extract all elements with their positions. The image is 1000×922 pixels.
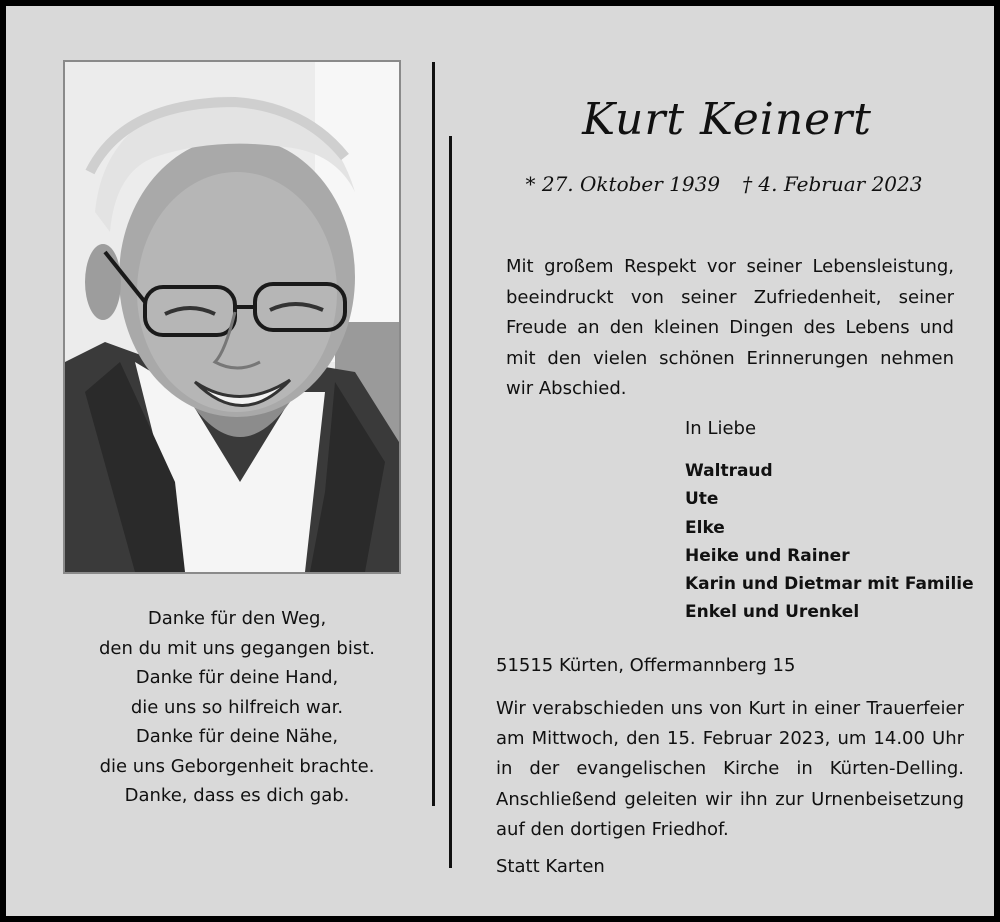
portrait-photo	[63, 60, 401, 574]
poem-line: Danke für den Weg,	[147, 608, 327, 629]
poem-line: die uns Geborgenheit brachte.	[99, 755, 375, 777]
mourner-name: Enkel und Urenkel	[685, 602, 860, 623]
ceremony-details: Wir verabschieden uns von Kurt in einer Trauerfeier am Mittwoch, den 15. Februar 2023, um 14.00 Uhr in der evangelischen Kirche in Kürten-Delling. Anschließend geleiten wir ihn zur Urnenbeisetzung auf den dortigen Friedhof.	[496, 698, 964, 840]
life-dates	[504, 172, 944, 196]
in-love-label: In Liebe	[685, 418, 757, 439]
divider-left	[432, 62, 435, 806]
deceased-name: Kurt Keinert	[582, 94, 872, 145]
poem-line: Danke, dass es dich gab.	[124, 785, 350, 806]
farewell-message: Mit großem Respekt vor seiner Lebensleistung, beeindruckt von seiner Zufriedenheit, seiner Freude an den kleinen Dingen des Lebens und mit den vielen schönen Erinnerungen nehmen wir Abschied.	[506, 256, 954, 399]
mourner-name: Heike und Rainer	[685, 545, 850, 566]
mourner-name: Karin und Dietmar mit Familie	[685, 574, 974, 595]
poem	[66, 604, 408, 811]
mourners-list	[685, 457, 974, 627]
family-address: 51515 Kürten, Offermannberg 15	[496, 655, 796, 676]
mourner-name: Elke	[685, 517, 725, 538]
poem-line: den du mit uns gegangen bist.	[99, 637, 375, 659]
obituary-card	[6, 6, 994, 916]
poem-line: Danke für deine Nähe,	[135, 726, 339, 747]
mourner-name: Waltraud	[685, 461, 773, 481]
poem-line: die uns so hilfreich war.	[130, 696, 344, 718]
closing-note: Statt Karten	[496, 856, 605, 877]
birth-date: * 27. Oktober 1939	[525, 172, 721, 196]
mourner-name: Ute	[685, 489, 719, 510]
divider-right	[449, 136, 452, 868]
poem-line: Danke für deine Hand,	[135, 667, 339, 688]
death-date: † 4. Februar 2023	[742, 172, 923, 196]
